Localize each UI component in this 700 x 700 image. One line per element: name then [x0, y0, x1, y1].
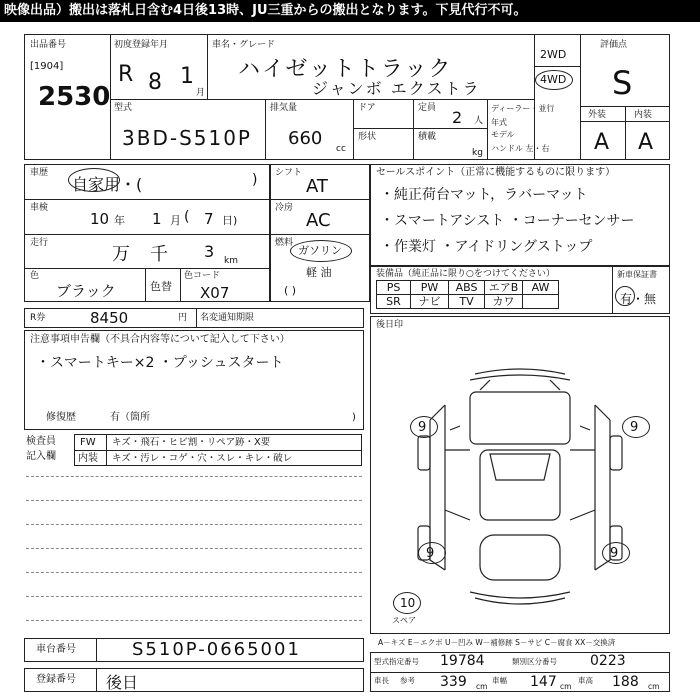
plate-label: 登録番号	[36, 674, 76, 685]
length-label: 車長	[374, 676, 389, 685]
gasoline-circle	[290, 240, 352, 262]
model-label: 型式	[114, 103, 133, 113]
fuel-light: 軽 油	[306, 266, 332, 279]
tire-mark-rl-circle	[418, 542, 446, 564]
color-code-label: 色コード	[184, 271, 221, 281]
insp-day: 7	[204, 210, 214, 228]
damage-legend: A－キズ E－エクボ U－凹み W－補修跡 S－サビ C－腐食 XX－交換済	[378, 638, 616, 647]
drive-4wd: 4WD	[540, 73, 567, 86]
int-grade: A	[638, 130, 654, 155]
fuel-gasoline: ガソリン	[298, 244, 342, 257]
displacement-unit: cc	[336, 144, 346, 154]
equip-airbag: エアB	[485, 281, 523, 295]
after-label: 後日印	[376, 320, 404, 330]
interior-items: キズ・汚レ・コゲ・穴・スレ・キレ・破レ	[112, 453, 293, 464]
selling-label: セールスポイント（正常に機能するものに限ります）	[376, 167, 616, 178]
mileage-man: 万	[112, 244, 130, 265]
year-label: 年式	[491, 118, 507, 127]
notice-label: 名変通知期限	[200, 313, 255, 323]
insp-month: 1	[152, 210, 162, 228]
ext-grade: A	[594, 130, 610, 155]
score: S	[612, 64, 633, 102]
inspector-label-2: 記入欄	[26, 451, 56, 462]
ac: AC	[306, 210, 331, 231]
displacement: 660	[288, 128, 323, 149]
load-unit: kg	[472, 148, 483, 158]
ac-label: 冷房	[275, 203, 294, 213]
score-label: 評価点	[600, 40, 628, 50]
spare-mark: 10	[400, 596, 416, 610]
car-name-label: 車名・グレード	[212, 40, 276, 50]
insp-year: 10	[90, 210, 110, 228]
insp-day-unit: 日)	[222, 214, 238, 227]
capacity-unit: 人	[474, 116, 484, 126]
color-change-label: 色替	[150, 280, 172, 293]
equip-leather: カワ	[485, 295, 523, 309]
dotted-line	[26, 524, 362, 525]
spare-label: スペア	[392, 616, 416, 625]
repair-close: )	[352, 412, 356, 423]
mileage-sen: 千	[150, 244, 168, 265]
equipment-label: 装備品（純正品に限り○をつけてください）	[376, 269, 555, 279]
mileage-km: km	[224, 256, 238, 266]
first-reg-label: 初度登録年月	[114, 40, 169, 50]
insp-paren: (	[184, 209, 190, 225]
recycle-yen: 円	[178, 313, 188, 323]
fuel-label: 燃料	[275, 238, 294, 248]
reg-year: 8	[148, 70, 162, 95]
plate-number: 後日	[106, 673, 139, 692]
tire-mark-fl: 9	[418, 420, 427, 435]
notes-text: ・スマートキー×2 ・プッシュスタート	[36, 355, 284, 371]
recycle-frame	[24, 308, 364, 328]
selling-line-1: ・純正荷台マット，ラバーマット	[380, 187, 588, 203]
model-year-label: モデル	[491, 130, 515, 139]
chassis-label: 車台番号	[36, 644, 76, 655]
warranty-circle	[615, 286, 635, 306]
tire-mark-rl: 9	[426, 546, 435, 561]
dotted-line	[26, 548, 362, 549]
selling-line-3: ・作業灯 ・アイドリングストップ	[380, 239, 593, 255]
class-num: 0223	[590, 653, 626, 669]
selling-line-2: ・スマートアシスト ・コーナーセンサー	[380, 213, 635, 229]
door-label: ドア	[358, 103, 376, 113]
history-close: )	[252, 172, 258, 188]
equip-navi: ナビ	[411, 295, 449, 309]
length-unit: cm	[476, 682, 488, 691]
equip-blank	[523, 295, 559, 309]
repair-label: 修復歴	[46, 412, 76, 423]
length: 339	[440, 674, 467, 690]
load-label: 積載	[418, 132, 437, 142]
dotted-line	[26, 572, 362, 573]
tire-mark-rr-circle	[602, 542, 630, 564]
length-ref: 参考	[400, 676, 415, 685]
equip-pw: PW	[411, 281, 449, 295]
lot-label: 出品番号	[30, 40, 67, 50]
dotted-line	[26, 476, 362, 477]
equip-abs: ABS	[449, 281, 485, 295]
lot-number: 2530	[38, 82, 111, 112]
color-label: 色	[30, 271, 40, 281]
repair-value: 有（箇所	[110, 412, 150, 423]
equip-tv: TV	[449, 295, 485, 309]
equip-aw: AW	[523, 281, 559, 295]
equip-sr: SR	[377, 295, 411, 309]
inspection-label: 車検	[30, 203, 49, 213]
fw-label: FW	[80, 437, 96, 448]
drive-4wd-circle	[535, 70, 573, 90]
history: 自家用・(	[72, 175, 143, 194]
month-unit: 月	[196, 88, 206, 98]
inspector-label-1: 検査員	[26, 436, 56, 447]
height-label: 車高	[578, 676, 593, 685]
int-label: 内装	[634, 110, 653, 120]
car-diagram	[370, 330, 670, 630]
ext-label: 外装	[588, 110, 607, 120]
type-cert: 19784	[440, 653, 485, 669]
mileage-label: 走行	[30, 238, 49, 248]
spare-mark-circle	[393, 592, 421, 614]
height-unit: cm	[648, 682, 660, 691]
capacity-label: 定員	[418, 103, 437, 113]
class-label: 類別区分番号	[512, 657, 557, 666]
height: 188	[612, 674, 639, 690]
warranty: 有・無	[620, 292, 657, 306]
tire-mark-fl-circle	[410, 416, 438, 438]
tire-mark-fr: 9	[630, 420, 639, 435]
dotted-line	[26, 620, 362, 621]
chassis-number: S510P-0665001	[132, 639, 301, 660]
width-label: 車幅	[492, 676, 507, 685]
car-grade: ジャンボ エクストラ	[312, 79, 481, 98]
drive-2wd: 2WD	[540, 48, 567, 61]
warranty-label: 新車保証書	[617, 270, 657, 279]
recycle-value: 8450	[90, 309, 129, 327]
color-code: X07	[200, 284, 230, 302]
lot-code: [1904]	[30, 61, 64, 72]
car-name: ハイゼットトラック	[238, 57, 453, 82]
private-circle	[68, 168, 120, 192]
era: R	[118, 62, 134, 87]
history-label: 車歴	[30, 168, 49, 178]
insp-year-unit: 年	[114, 214, 125, 227]
top-banner: 映像出品）搬出は落札日含む4日後13時、JU三重からの搬出となります。下見代行不可。	[0, 0, 700, 22]
notes-label: 注意事項申告欄（不具合内容等について記入して下さい）	[30, 334, 290, 345]
shift: AT	[306, 176, 328, 197]
dealer-label: ディーラー・並行	[491, 104, 555, 113]
dotted-line	[26, 500, 362, 501]
dotted-line	[26, 596, 362, 597]
shape-label: 形状	[358, 132, 377, 142]
fuel-paren: ( )	[284, 284, 297, 297]
width-unit: cm	[560, 682, 572, 691]
insp-month-unit: 月	[170, 214, 181, 227]
equipment-table	[376, 280, 559, 309]
capacity: 2	[452, 108, 463, 127]
displacement-label: 排気量	[270, 103, 298, 113]
color: ブラック	[56, 282, 116, 300]
fw-items: キズ・飛石・ヒビ割・リペア跡・X要	[112, 437, 271, 448]
handle-label: ハンドル 左・右	[491, 144, 550, 153]
shift-label: シフト	[275, 168, 303, 178]
tire-mark-rr: 9	[610, 546, 619, 561]
tire-mark-fr-circle	[622, 416, 650, 438]
interior-label: 内装	[78, 453, 98, 464]
reg-month: 1	[180, 64, 194, 89]
recycle-label: R券	[30, 313, 46, 323]
equip-ps: PS	[377, 281, 411, 295]
width: 147	[530, 674, 557, 690]
mileage-value: 3	[204, 242, 215, 261]
model: 3BD-S510P	[122, 126, 252, 150]
type-cert-label: 型式指定番号	[374, 657, 419, 666]
